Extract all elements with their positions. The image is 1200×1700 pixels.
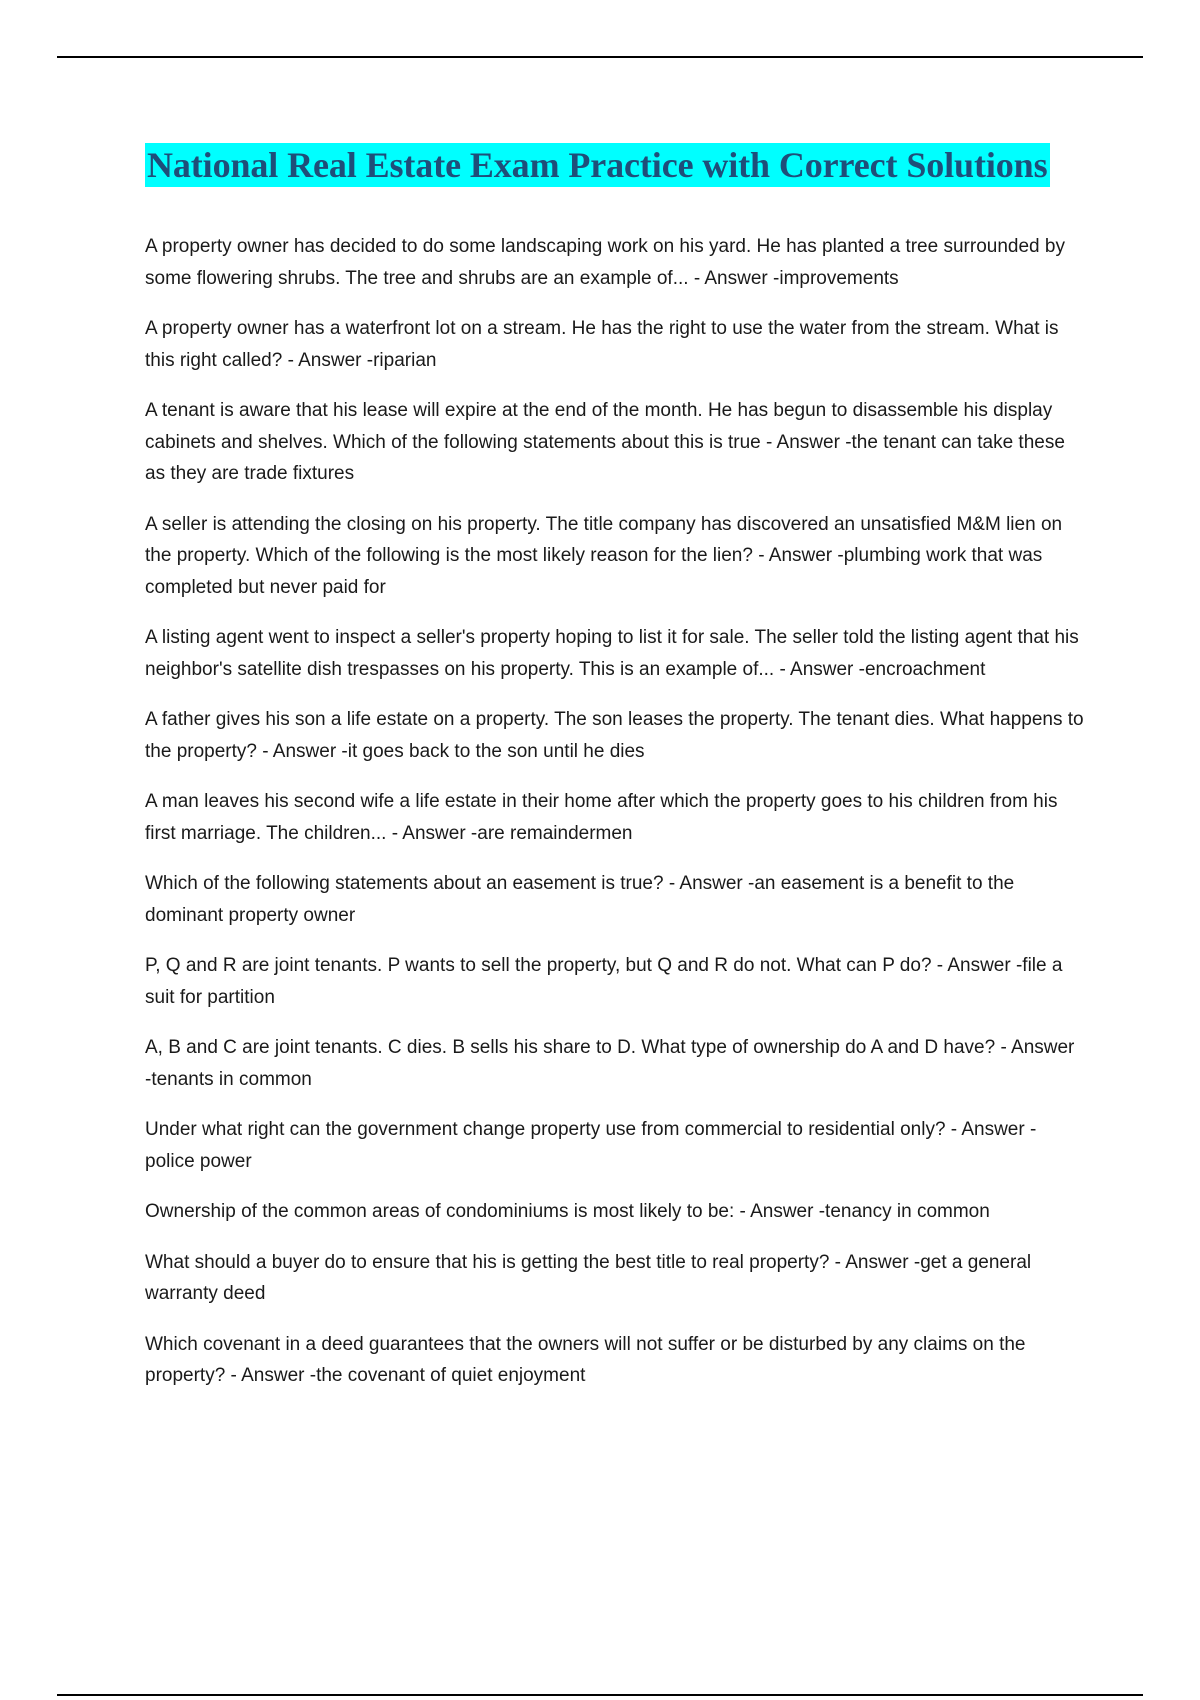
qa-item: A, B and C are joint tenants. C dies. B sells his share to D. What type of ownership do A and D have? - Answer -tenants in common [145,1037,1075,1090]
qa-item: A father gives his son a life estate on a property. The son leases the property. The tenant dies. What happens to the property? - Answer -it goes back to the son until he dies [145,709,1084,762]
qa-item: Which covenant in a deed guarantees that the owners will not suffer or be disturbed by any claims on the property? - Answer -the covenant of quiet enjoyment [145,1333,1026,1386]
document-body [145,143,1085,1411]
qa-item: Under what right can the government change property use from commercial to residential only? - Answer -police power [145,1119,1037,1172]
qa-item: A property owner has a waterfront lot on a stream. He has the right to use the water from the stream. What is this right called? - Answer -riparian [145,318,1059,371]
top-rule [57,56,1143,58]
document-title: National Real Estate Exam Practice with Correct Solutions [147,145,1048,185]
title-block [145,143,1085,187]
qa-item: A seller is attending the closing on his property. The title company has discovered an unsatisfied M&M lien on the property. Which of the following is the most likely reason for the lien? - Answer -plumbing work that was completed but never paid for [145,513,1063,598]
qa-list [145,231,1085,1392]
qa-item: P, Q and R are joint tenants. P wants to sell the property, but Q and R do not. What can P do? - Answer -file a suit for partition [145,955,1063,1008]
qa-item: What should a buyer do to ensure that his is getting the best title to real property? - Answer -get a general warranty deed [145,1251,1032,1304]
qa-item: A tenant is aware that his lease will expire at the end of the month. He has begun to disassemble his display cabinets and shelves. Which of the following statements about this is true - Answer -the tenant can take these as they are trade fixtures [145,400,1065,484]
qa-item: Which of the following statements about an easement is true? - Answer -an easement is a benefit to the dominant property owner [145,873,1015,926]
qa-item: A property owner has decided to do some landscaping work on his yard. He has planted a tree surrounded by some flowering shrubs. The tree and shrubs are an example of... - Answer -improvements [145,236,1065,289]
qa-item: A listing agent went to inspect a seller's property hoping to list it for sale. The seller told the listing agent that his neighbor's satellite dish trespasses on his property. This is an example of... - Answer -encroachment [145,627,1079,680]
bottom-rule [57,1694,1143,1696]
qa-item: Ownership of the common areas of condominiums is most likely to be: - Answer -tenancy in common [145,1201,990,1222]
qa-item: A man leaves his second wife a life estate in their home after which the property goes to his children from his first marriage. The children... - Answer -are remaindermen [145,791,1058,844]
